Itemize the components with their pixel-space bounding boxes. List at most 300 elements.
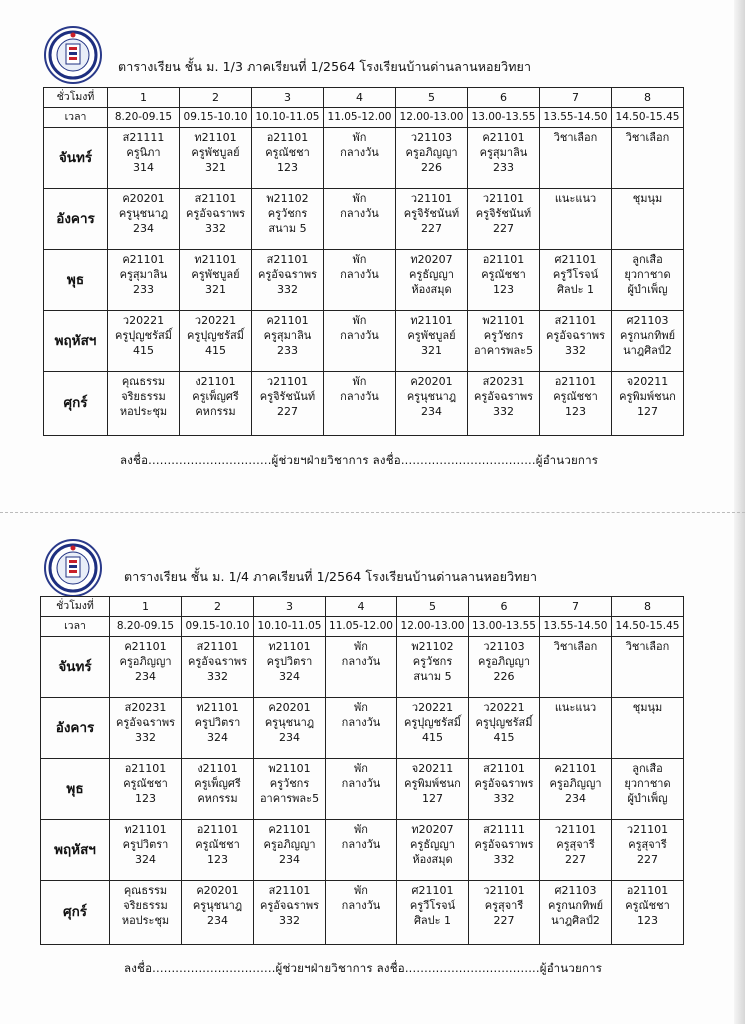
day-row (44, 372, 684, 436)
class-cell (182, 637, 254, 698)
subject-code: ค21101 (482, 131, 525, 144)
subject-code: ท21101 (268, 640, 311, 653)
class-cell (324, 189, 396, 250)
class-cell (612, 128, 684, 189)
room: 227 (565, 853, 586, 866)
subject-code: พ21101 (482, 314, 525, 327)
class-cell (540, 311, 612, 372)
room: 321 (205, 283, 226, 296)
room: 123 (493, 283, 514, 296)
class-cell (182, 881, 254, 945)
class-cell (180, 372, 252, 436)
subject-code: ว21101 (410, 192, 453, 205)
class-cell (468, 372, 540, 436)
class-cell (396, 250, 468, 311)
period-header-row (44, 88, 684, 108)
class-cell (180, 250, 252, 311)
class-cell (469, 881, 540, 945)
time-row (44, 108, 684, 128)
subject-code: คุณธรรม (123, 884, 168, 897)
subject-code: ค20201 (268, 701, 311, 714)
room: อาคารพละ5 (473, 344, 534, 357)
teacher-name: ครูอภิญญา (477, 655, 531, 668)
class-cell (182, 698, 254, 759)
class-cell (612, 637, 684, 698)
teacher-name: ครูอภิญญา (119, 655, 172, 668)
room: 415 (422, 731, 443, 744)
teacher-name: ยุวกาชาด (624, 268, 671, 281)
teacher-name: ครูปวิตรา (122, 838, 169, 851)
subject-code: ท21101 (410, 314, 453, 327)
room: 332 (565, 344, 586, 357)
teacher-name: ครูพิมพ์ชนก (404, 777, 461, 790)
teacher-name: ครูสุมาลิน (479, 146, 528, 159)
teacher-name: ครูสุจารี (556, 838, 595, 851)
class-cell (180, 189, 252, 250)
teacher-name: กลางวัน (340, 390, 379, 403)
subject-code: ว21101 (626, 823, 669, 836)
room: ห้องสมุด (412, 853, 453, 866)
teacher-name: กลางวัน (341, 777, 381, 790)
subject-code: วิชาเลือก (625, 640, 670, 653)
class-cell (324, 250, 396, 311)
period-number: 8 (612, 597, 684, 617)
room: สนาม 5 (268, 222, 307, 235)
subject-code: ค21101 (124, 640, 167, 653)
subject-code: ส21111 (122, 131, 165, 144)
teacher-name: ครูพัชบูลย์ (191, 268, 240, 281)
time-row (41, 617, 684, 637)
teacher-name: ครูนุชนาฎ (118, 207, 169, 220)
room: 332 (277, 283, 298, 296)
room: 234 (279, 731, 300, 744)
class-cell (324, 128, 396, 189)
teacher-name: ครูณัชชา (123, 777, 168, 790)
teacher-name: กลางวัน (341, 716, 381, 729)
room: คหกรรม (197, 792, 238, 805)
period-number: 7 (540, 597, 612, 617)
period-time: 12.00-13.00 (397, 617, 469, 637)
subject-code: ส21101 (268, 884, 311, 897)
period-time: 8.20-09.15 (108, 108, 180, 128)
period-number: 1 (108, 88, 180, 108)
class-cell (110, 759, 182, 820)
subject-code: แนะแนว (554, 701, 597, 714)
room: ผู้บำเพ็ญ (627, 283, 668, 296)
period-time: 11.05-12.00 (324, 108, 396, 128)
subject-code: พัก (352, 314, 367, 327)
teacher-name: ครูณัชชา (481, 268, 526, 281)
period-label: ชั่วโมงที่ (44, 88, 108, 108)
teacher-name: ครูพัชบูลย์ (191, 146, 240, 159)
class-cell (108, 372, 180, 436)
subject-code: ว21101 (554, 823, 597, 836)
teacher-name: ครูปุญชรัสมิ์ (187, 329, 244, 342)
day-row (41, 637, 684, 698)
class-cell (108, 189, 180, 250)
subject-code: ศ21103 (554, 884, 597, 897)
subject-code: ค21101 (268, 823, 311, 836)
subject-code: อ21101 (482, 253, 525, 266)
class-cell (110, 698, 182, 759)
class-cell (396, 189, 468, 250)
class-cell (540, 372, 612, 436)
period-label: ชั่วโมงที่ (41, 597, 110, 617)
period-time: 10.10-11.05 (252, 108, 324, 128)
school-logo (44, 539, 102, 597)
room: 123 (565, 405, 586, 418)
room: 324 (135, 853, 156, 866)
teacher-name: ครูณัชชา (625, 899, 670, 912)
subject-code: พ21101 (268, 762, 311, 775)
class-cell (540, 759, 612, 820)
teacher-name: ครูปวิตรา (266, 655, 313, 668)
class-cell (397, 881, 469, 945)
room: 123 (277, 161, 298, 174)
class-cell (254, 759, 326, 820)
teacher-name: ครูณัชชา (195, 838, 240, 851)
teacher-name: ครูสุมาลิน (263, 329, 312, 342)
teacher-name: ครูนิภา (126, 146, 161, 159)
subject-code: พัก (354, 640, 368, 653)
period-time: 14.50-15.45 (612, 108, 684, 128)
teacher-name: ครูนุชนาฎ (264, 716, 315, 729)
subject-code: พัก (352, 375, 367, 388)
signature-line: ลงชื่อ................................ผู้ช่วยฯฝ่ายวิชาการ ลงชื่อ...................................ผู้อำนวยการ (120, 453, 599, 467)
class-cell (540, 698, 612, 759)
period-number: 3 (252, 88, 324, 108)
teacher-name: ครูวัชกร (483, 329, 524, 342)
room: 332 (493, 792, 515, 805)
class-cell (252, 250, 324, 311)
room: 234 (207, 914, 228, 927)
room: 314 (133, 161, 154, 174)
class-cell (540, 250, 612, 311)
room: อาคารพละ5 (259, 792, 320, 805)
subject-code: พัก (352, 192, 367, 205)
subject-code: ค20201 (122, 192, 165, 205)
teacher-name: ครูวัชกร (412, 655, 453, 668)
teacher-name: ครูอัจฉราพร (115, 716, 176, 729)
room: ศิลปะ 1 (556, 283, 595, 296)
subject-code: ศ21103 (626, 314, 669, 327)
class-cell (396, 311, 468, 372)
class-cell (326, 759, 397, 820)
class-cell (540, 189, 612, 250)
class-cell (252, 189, 324, 250)
subject-code: ค21101 (122, 253, 165, 266)
day-row (41, 698, 684, 759)
room: คหกรรม (195, 405, 236, 418)
room: 332 (135, 731, 156, 744)
period-number: 1 (110, 597, 182, 617)
teacher-name: ยุวกาชาด (624, 777, 671, 790)
room: 127 (422, 792, 443, 805)
day-name: พฤหัสฯ (41, 820, 110, 881)
teacher-name: ครูอัจฉราพร (473, 390, 534, 403)
teacher-name: ครูธัญญา (410, 838, 455, 851)
subject-code: พัก (354, 701, 368, 714)
class-cell (108, 128, 180, 189)
day-row (44, 128, 684, 189)
subject-code: ว20221 (483, 701, 525, 714)
subject-code: อ21101 (626, 884, 669, 897)
subject-code: ส21101 (266, 253, 309, 266)
teacher-name: ครูเพ็ญศรี (192, 390, 239, 403)
class-cell (108, 250, 180, 311)
class-cell (469, 698, 540, 759)
class-cell (468, 189, 540, 250)
period-number: 5 (397, 597, 469, 617)
class-cell (469, 759, 540, 820)
class-cell (182, 759, 254, 820)
class-cell (108, 311, 180, 372)
class-cell (468, 311, 540, 372)
teacher-name: ครูกนกทิพย์ (619, 329, 676, 342)
teacher-name: จริยธรรม (121, 390, 166, 403)
subject-code: ส21101 (196, 640, 239, 653)
period-number: 7 (540, 88, 612, 108)
teacher-name: กลางวัน (341, 899, 381, 912)
subject-code: จ20211 (411, 762, 454, 775)
subject-code: อ21101 (124, 762, 167, 775)
room: 415 (205, 344, 226, 357)
subject-code: พัก (354, 884, 368, 897)
school-logo (44, 26, 102, 84)
room: หอประชุม (121, 914, 170, 927)
room: นาฎศิลป์2 (623, 344, 672, 357)
class-cell (612, 881, 684, 945)
period-header-row (41, 597, 684, 617)
room: 227 (637, 853, 658, 866)
class-cell (254, 820, 326, 881)
teacher-name: ครูปุญชรัสมิ์ (404, 716, 461, 729)
class-cell (180, 311, 252, 372)
time-label: เวลา (41, 617, 110, 637)
subject-code: ว21101 (483, 884, 525, 897)
subject-code: ง21101 (195, 375, 236, 388)
class-cell (540, 881, 612, 945)
day-name: ศุกร์ (44, 372, 108, 436)
teacher-name: ครูสุจารี (484, 899, 524, 912)
room: 234 (421, 405, 442, 418)
subject-code: ส21111 (483, 823, 525, 836)
subject-code: ส21101 (483, 762, 525, 775)
room: 332 (279, 914, 300, 927)
class-cell (254, 881, 326, 945)
subject-code: ท21101 (194, 131, 237, 144)
subject-code: ศ21101 (411, 884, 454, 897)
room: 321 (205, 161, 226, 174)
teacher-name: ครูนุชนาฎ (406, 390, 457, 403)
period-number: 5 (396, 88, 468, 108)
day-name: พุธ (44, 250, 108, 311)
teacher-name: ครูอภิญญา (263, 838, 316, 851)
day-name: อังคาร (41, 698, 110, 759)
period-time: 13.00-13.55 (469, 617, 540, 637)
teacher-name: ครูกนกทิพย์ (547, 899, 604, 912)
class-cell (326, 637, 397, 698)
teacher-name: ครูสุมาลิน (119, 268, 168, 281)
room: 123 (637, 914, 658, 927)
room: 332 (205, 222, 226, 235)
period-number: 4 (324, 88, 396, 108)
class-cell (540, 128, 612, 189)
room: 332 (207, 670, 228, 683)
schedule-title: ตารางเรียน ชั้น ม. 1/4 ภาคเรียนที่ 1/2564 โรงเรียนบ้านด่านลานหอยวิทยา (124, 569, 538, 584)
class-cell (469, 820, 540, 881)
subject-code: ท21101 (124, 823, 167, 836)
period-time: 13.55-14.50 (540, 108, 612, 128)
room: 415 (133, 344, 154, 357)
class-cell (469, 637, 540, 698)
teacher-name: กลางวัน (340, 268, 379, 281)
room: 234 (279, 853, 300, 866)
subject-code: แนะแนว (554, 192, 597, 205)
teacher-name: ครูวีโรจน์ (409, 899, 456, 912)
schedule-title: ตารางเรียน ชั้น ม. 1/3 ภาคเรียนที่ 1/2564 โรงเรียนบ้านด่านลานหอยวิทยา (118, 59, 532, 74)
room: 324 (279, 670, 300, 683)
subject-code: ว21103 (483, 640, 525, 653)
teacher-name: ครูปุญชรัสมิ์ (115, 329, 172, 342)
day-row (44, 250, 684, 311)
subject-code: ท21101 (196, 701, 239, 714)
period-time: 12.00-13.00 (396, 108, 468, 128)
period-number: 8 (612, 88, 684, 108)
room: หอประชุม (119, 405, 168, 418)
room: 332 (493, 853, 515, 866)
class-cell (396, 128, 468, 189)
period-number: 4 (326, 597, 397, 617)
teacher-name: กลางวัน (340, 207, 379, 220)
class-cell (324, 311, 396, 372)
class-cell (252, 311, 324, 372)
class-cell (468, 250, 540, 311)
class-cell (397, 698, 469, 759)
subject-code: พ21102 (266, 192, 309, 205)
teacher-name: ครูอภิญญา (405, 146, 458, 159)
teacher-name: กลางวัน (341, 655, 381, 668)
day-name: จันทร์ (41, 637, 110, 698)
subject-code: ท20207 (410, 253, 453, 266)
period-number: 3 (254, 597, 326, 617)
class-cell (110, 637, 182, 698)
teacher-name: ครูอัจฉราพร (259, 899, 320, 912)
room: 324 (207, 731, 228, 744)
subject-code: ชุมนุม (632, 192, 663, 205)
subject-code: ลูกเสือ (632, 253, 663, 266)
class-cell (326, 698, 397, 759)
room: 234 (133, 222, 154, 235)
teacher-name: ครูอัจฉราพร (474, 777, 534, 790)
teacher-name: ครูอัจฉราพร (474, 838, 534, 851)
class-cell (180, 128, 252, 189)
teacher-name: ครูธัญญา (409, 268, 454, 281)
subject-code: ค20201 (196, 884, 239, 897)
subject-code: ค21101 (554, 762, 597, 775)
teacher-name: ครูจิรัชนันท์ (259, 390, 316, 403)
room: 226 (421, 161, 442, 174)
subject-code: ชุมนุม (632, 701, 663, 714)
room: 227 (421, 222, 442, 235)
room: 123 (207, 853, 228, 866)
teacher-name: กลางวัน (340, 329, 379, 342)
teacher-name: ครูอัจฉราพร (257, 268, 318, 281)
subject-code: คุณธรรม (121, 375, 166, 388)
teacher-name: ครูพัชบูลย์ (407, 329, 456, 342)
day-row (44, 189, 684, 250)
subject-code: วิชาเลือก (625, 131, 670, 144)
teacher-name: ครูปุญชรัสมิ์ (475, 716, 533, 729)
room: 234 (135, 670, 156, 683)
subject-code: พัก (352, 131, 367, 144)
subject-code: ว20221 (194, 314, 237, 327)
period-time: 8.20-09.15 (110, 617, 182, 637)
room: 415 (493, 731, 515, 744)
class-cell (612, 759, 684, 820)
class-cell (252, 372, 324, 436)
teacher-name: ครูวีโรจน์ (552, 268, 599, 281)
teacher-name: ครูณัชชา (553, 390, 598, 403)
subject-code: พ21102 (411, 640, 454, 653)
day-row (41, 759, 684, 820)
subject-code: ง21101 (197, 762, 238, 775)
teacher-name: ครูพิมพ์ชนก (619, 390, 676, 403)
timetable (43, 87, 684, 436)
teacher-name: จริยธรรม (123, 899, 168, 912)
class-cell (612, 189, 684, 250)
subject-code: ว21101 (482, 192, 525, 205)
period-number: 2 (182, 597, 254, 617)
room: 234 (565, 792, 586, 805)
teacher-name: ครูอภิญญา (549, 777, 602, 790)
teacher-name: ครูนุชนาฎ (192, 899, 243, 912)
class-cell (612, 698, 684, 759)
subject-code: อ21101 (266, 131, 309, 144)
room: 227 (277, 405, 298, 418)
teacher-name: ครูจิรัชนันท์ (475, 207, 532, 220)
class-cell (612, 311, 684, 372)
period-number: 2 (180, 88, 252, 108)
class-cell (324, 372, 396, 436)
class-cell (397, 820, 469, 881)
class-cell (397, 759, 469, 820)
room: นาฎศิลป์2 (551, 914, 600, 927)
time-label: เวลา (44, 108, 108, 128)
subject-code: ส21101 (554, 314, 597, 327)
class-cell (612, 372, 684, 436)
day-name: อังคาร (44, 189, 108, 250)
teacher-name: ครูอัจฉราพร (185, 207, 246, 220)
room: 227 (493, 222, 514, 235)
teacher-name: ครูจิรัชนันท์ (403, 207, 460, 220)
day-name: จันทร์ (44, 128, 108, 189)
teacher-name: ครูวัชกร (269, 777, 310, 790)
class-cell (182, 820, 254, 881)
room: 123 (135, 792, 156, 805)
teacher-name: ครูอัจฉราพร (545, 329, 606, 342)
day-name: ศุกร์ (41, 881, 110, 945)
subject-code: อ21101 (196, 823, 239, 836)
day-row (41, 820, 684, 881)
period-time: 13.55-14.50 (540, 617, 612, 637)
class-cell (396, 372, 468, 436)
period-time: 11.05-12.00 (326, 617, 397, 637)
room: 321 (421, 344, 442, 357)
class-cell (612, 250, 684, 311)
subject-code: ส20231 (124, 701, 167, 714)
class-cell (252, 128, 324, 189)
